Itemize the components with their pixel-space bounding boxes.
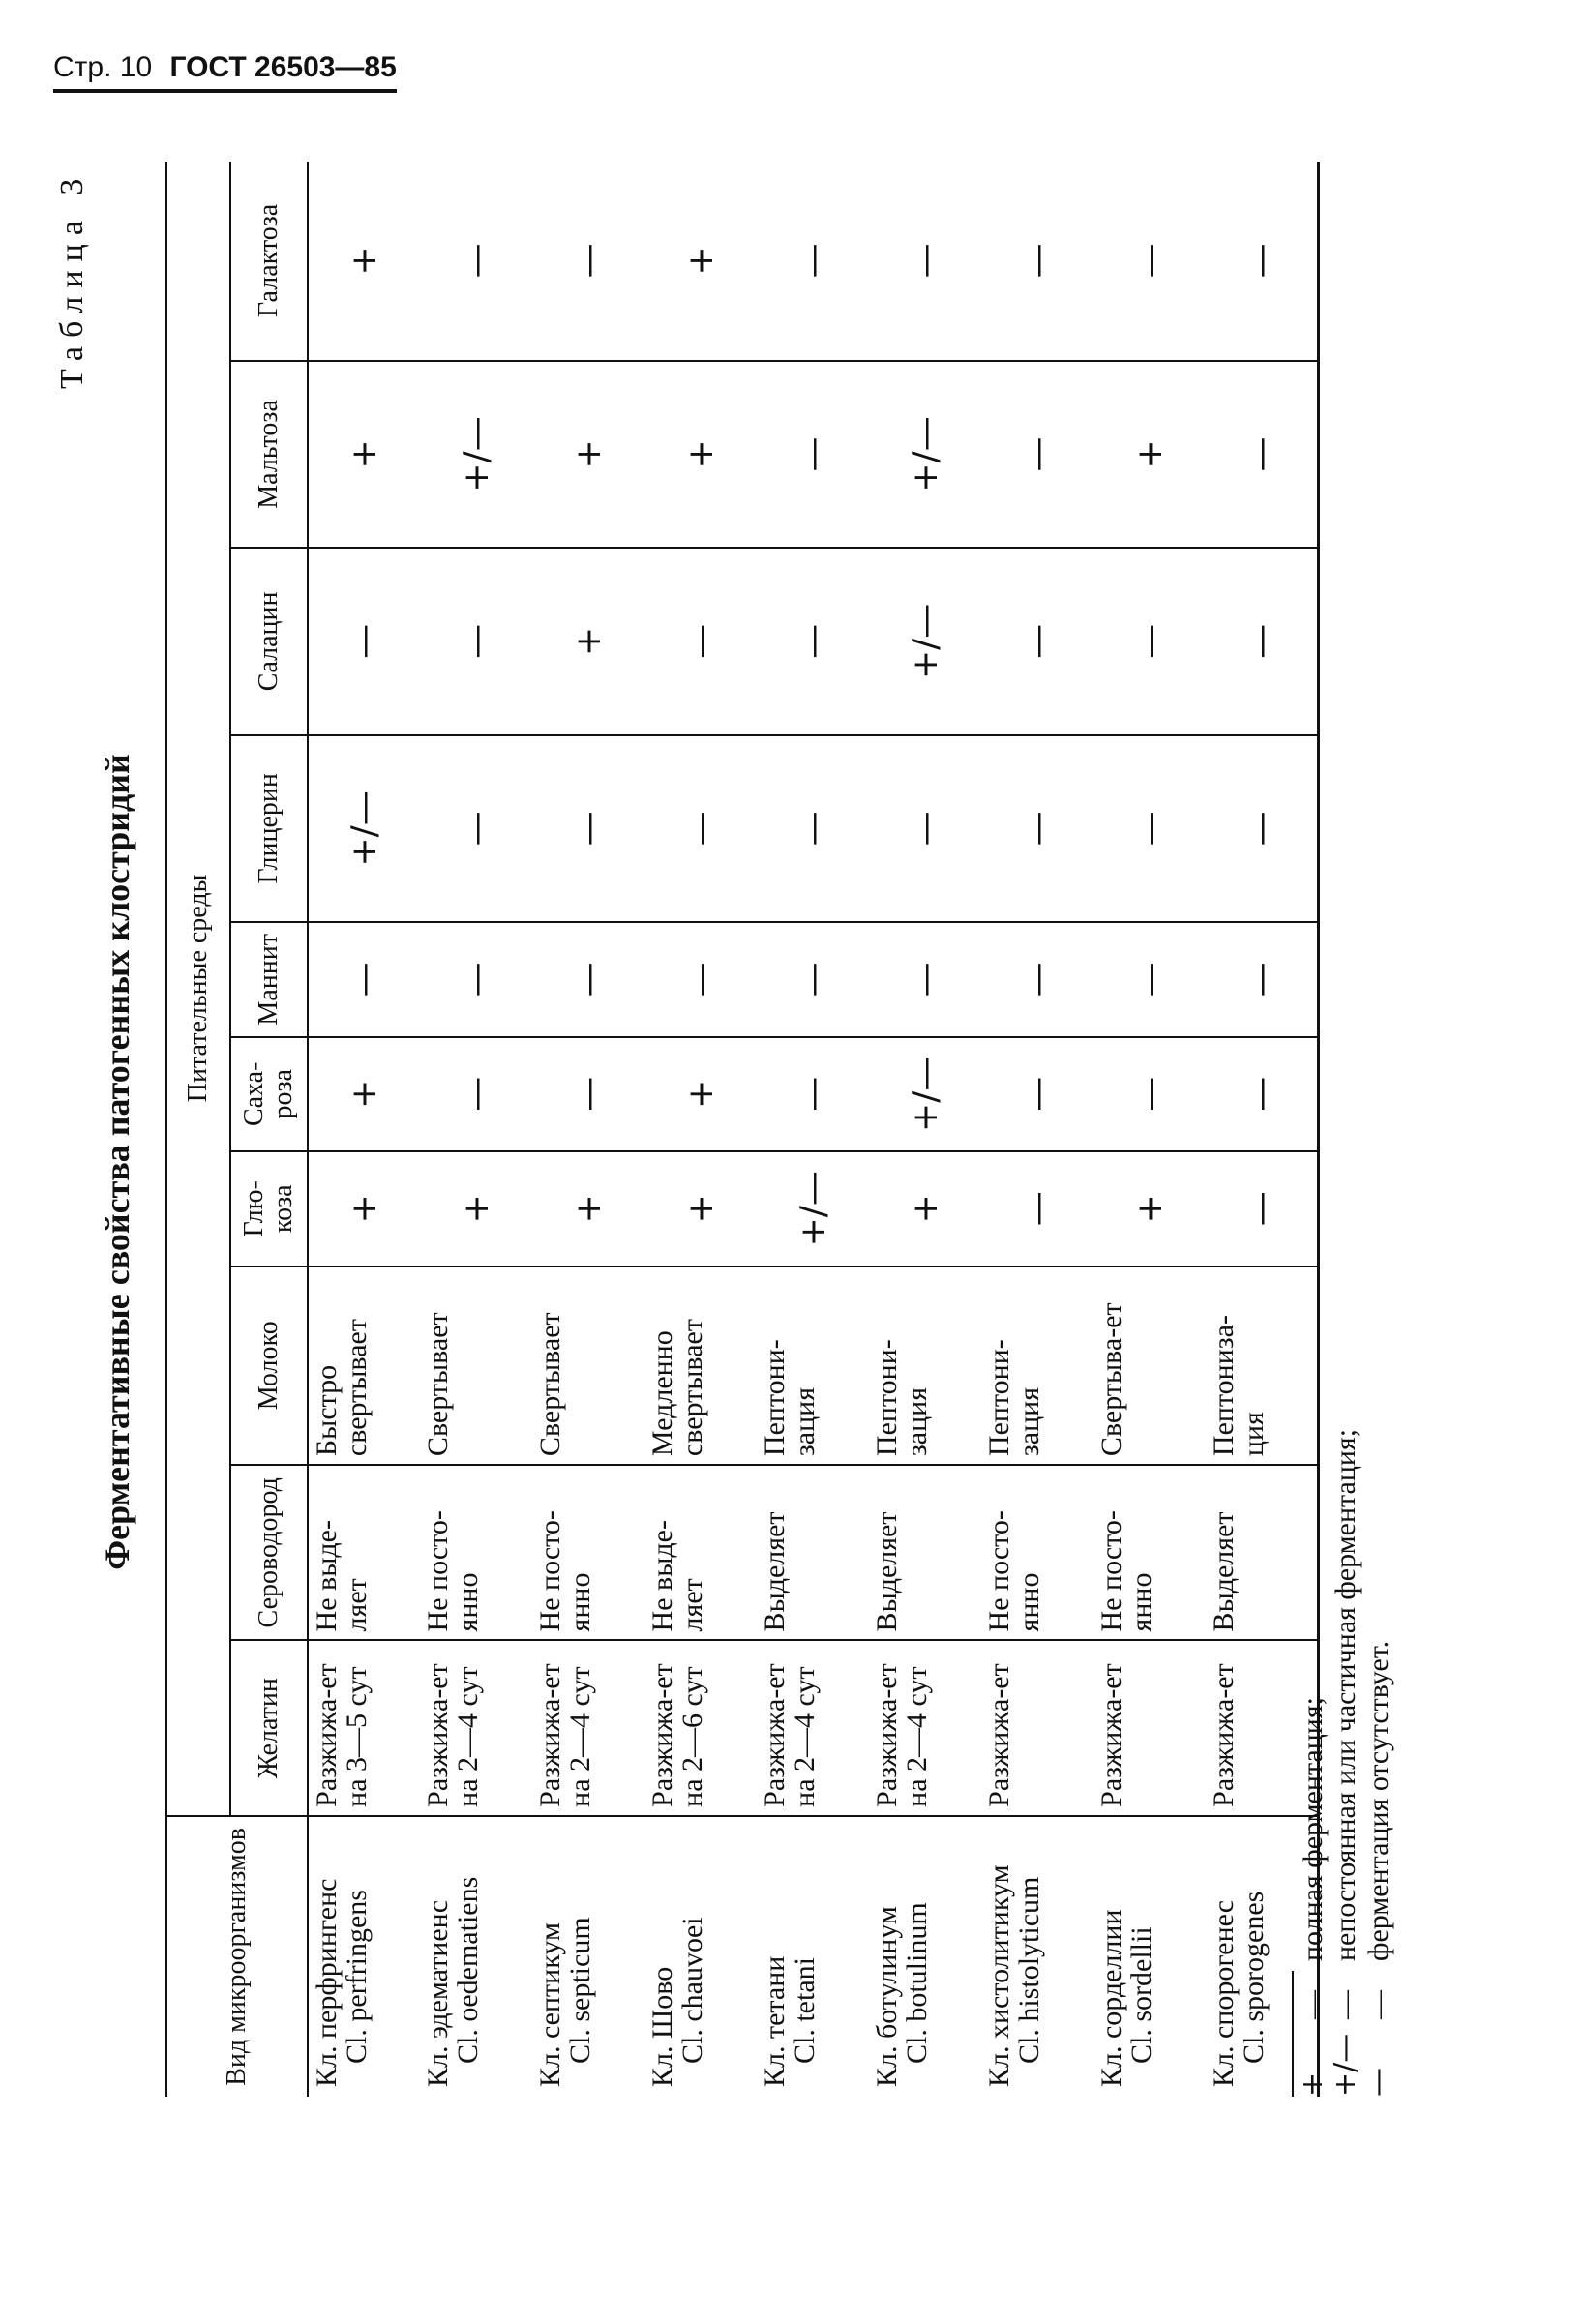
species-name-ru: Кл. сорделлии bbox=[1095, 1909, 1127, 2087]
glycerol-cell: +/— bbox=[308, 735, 420, 922]
h2s-cell: Выделяет bbox=[757, 1465, 869, 1640]
header-maltose: Мальтоза bbox=[230, 361, 308, 548]
maltose-cell: — bbox=[757, 361, 869, 548]
header-gelatin: Желатин bbox=[230, 1640, 308, 1815]
species-name-ru: Кл. перфрингенс bbox=[311, 1878, 343, 2087]
maltose-cell: + bbox=[644, 361, 757, 548]
species-name-ru: Кл. ботулинум bbox=[871, 1906, 903, 2087]
glycerol-cell: — bbox=[981, 735, 1093, 922]
galactose-cell: — bbox=[420, 162, 532, 361]
salicin-cell: — bbox=[981, 548, 1093, 734]
legend-text: ферментация отсутствует. bbox=[1362, 1640, 1394, 1961]
glycerol-cell: — bbox=[420, 735, 532, 922]
h2s-cell: Выделяет bbox=[1206, 1465, 1318, 1640]
glycerol-cell: — bbox=[644, 735, 757, 922]
gelatin-cell: Разжижа-ет на 2—4 сут bbox=[757, 1640, 869, 1815]
sucrose-cell: — bbox=[1206, 1037, 1318, 1151]
gelatin-cell: Разжижа-ет bbox=[1093, 1640, 1206, 1815]
header-h2s: Сероводород bbox=[230, 1465, 308, 1640]
gelatin-cell: Разжижа-ет bbox=[981, 1640, 1093, 1815]
maltose-cell: — bbox=[1206, 361, 1318, 548]
galactose-cell: — bbox=[869, 162, 981, 361]
legend-item bbox=[1330, 1419, 1362, 2097]
milk-cell: Пептони-зация bbox=[981, 1266, 1093, 1466]
table-row bbox=[420, 162, 532, 2097]
species-name-ru: Кл. тетани bbox=[759, 1955, 791, 2087]
legend-rule bbox=[1292, 1971, 1294, 2097]
table-row bbox=[644, 162, 757, 2097]
table-row bbox=[1093, 162, 1206, 2097]
h2s-cell: Не посто-янно bbox=[981, 1465, 1093, 1640]
species-name-ru: Кл. хистолитикум bbox=[983, 1864, 1015, 2087]
salicin-cell: +/— bbox=[869, 548, 981, 734]
table-row bbox=[869, 162, 981, 2097]
table-row bbox=[757, 162, 869, 2097]
gelatin-cell: Разжижа-ет на 3—5 сут bbox=[308, 1640, 420, 1815]
galactose-cell: — bbox=[981, 162, 1093, 361]
legend-dash: — bbox=[1297, 1990, 1329, 2019]
page-number: Стр. 10 bbox=[53, 51, 153, 83]
galactose-cell: + bbox=[308, 162, 420, 361]
legend-text: полная ферментация; bbox=[1297, 1697, 1329, 1961]
glucose-cell: + bbox=[308, 1151, 420, 1266]
maltose-cell: +/— bbox=[869, 361, 981, 548]
legend-item bbox=[1297, 1419, 1330, 2097]
mannitol-cell: — bbox=[757, 922, 869, 1036]
legend bbox=[1297, 1419, 1395, 2097]
salicin-cell: — bbox=[644, 548, 757, 734]
salicin-cell: — bbox=[308, 548, 420, 734]
mannitol-cell: — bbox=[644, 922, 757, 1036]
header-milk: Молоко bbox=[230, 1266, 308, 1466]
maltose-cell: + bbox=[308, 361, 420, 548]
glucose-cell: + bbox=[644, 1151, 757, 1266]
h2s-cell: Не посто-янно bbox=[532, 1465, 644, 1640]
sucrose-cell: — bbox=[532, 1037, 644, 1151]
mannitol-cell: — bbox=[420, 922, 532, 1036]
sucrose-cell: — bbox=[420, 1037, 532, 1151]
glycerol-cell: — bbox=[869, 735, 981, 922]
table-row bbox=[532, 162, 644, 2097]
gelatin-cell: Разжижа-ет на 2—4 сут bbox=[420, 1640, 532, 1815]
table-row bbox=[981, 162, 1093, 2097]
glycerol-cell: — bbox=[1093, 735, 1206, 922]
milk-cell: Пептониза-ция bbox=[1206, 1266, 1318, 1466]
species-name-latin: Cl. oedematiens bbox=[452, 1876, 484, 2064]
glucose-cell: — bbox=[1206, 1151, 1318, 1266]
legend-dash: — bbox=[1362, 1990, 1394, 2019]
species-cell bbox=[532, 1816, 644, 2097]
salicin-cell: — bbox=[1206, 548, 1318, 734]
species-name-latin: Cl. histolyticum bbox=[1013, 1876, 1045, 2064]
salicin-cell: + bbox=[532, 548, 644, 734]
glycerol-cell: — bbox=[532, 735, 644, 922]
table-caption: Ферментативные свойства патогенных клостридий bbox=[98, 754, 136, 1570]
header-galactose: Галактоза bbox=[230, 162, 308, 361]
sucrose-cell: — bbox=[981, 1037, 1093, 1151]
milk-cell: Свертыва-ет bbox=[1093, 1266, 1206, 1466]
sucrose-cell: + bbox=[644, 1037, 757, 1151]
legend-symbol: — bbox=[1362, 2068, 1395, 2097]
species-name-latin: Cl. sordellii bbox=[1125, 1926, 1157, 2064]
species-cell bbox=[420, 1816, 532, 2097]
milk-cell: Быстро свертывает bbox=[308, 1266, 420, 1466]
h2s-cell: Не посто-янно bbox=[420, 1465, 532, 1640]
glycerol-cell: — bbox=[1206, 735, 1318, 922]
galactose-cell: — bbox=[757, 162, 869, 361]
legend-text: непостоянная или частичная ферментация; bbox=[1330, 1428, 1362, 1961]
mannitol-cell: — bbox=[1206, 922, 1318, 1036]
glucose-cell: + bbox=[532, 1151, 644, 1266]
mannitol-cell: — bbox=[981, 922, 1093, 1036]
table-row bbox=[308, 162, 420, 2097]
header-mannitol: Маннит bbox=[230, 922, 308, 1036]
glycerol-cell: — bbox=[757, 735, 869, 922]
species-name-latin: Cl. chauvoei bbox=[676, 1917, 708, 2064]
standard-number: ГОСТ 26503—85 bbox=[169, 51, 397, 83]
glucose-cell: +/— bbox=[757, 1151, 869, 1266]
gelatin-cell: Разжижа-ет на 2—6 сут bbox=[644, 1640, 757, 1815]
milk-cell: Свертывает bbox=[420, 1266, 532, 1466]
glucose-cell: + bbox=[1093, 1151, 1206, 1266]
salicin-cell: — bbox=[420, 548, 532, 734]
h2s-cell: Не посто-янно bbox=[1093, 1465, 1206, 1640]
species-cell bbox=[1093, 1816, 1206, 2097]
h2s-cell: Не выде-ляет bbox=[308, 1465, 420, 1640]
species-name-latin: Cl. tetani bbox=[789, 1957, 821, 2064]
fermentation-table bbox=[165, 162, 1320, 2097]
glucose-cell: + bbox=[420, 1151, 532, 1266]
maltose-cell: +/— bbox=[420, 361, 532, 548]
legend-symbol: + bbox=[1296, 2071, 1330, 2097]
header-glucose: Глю-коза bbox=[230, 1151, 308, 1266]
species-name-latin: Cl. botulinum bbox=[901, 1902, 933, 2064]
species-cell bbox=[757, 1816, 869, 2097]
salicin-cell: — bbox=[757, 548, 869, 734]
legend-symbol: +/— bbox=[1329, 2033, 1362, 2097]
milk-cell: Свертывает bbox=[532, 1266, 644, 1466]
sucrose-cell: — bbox=[757, 1037, 869, 1151]
sucrose-cell: — bbox=[1093, 1037, 1206, 1151]
mannitol-cell: — bbox=[308, 922, 420, 1036]
header-salicin: Салацин bbox=[230, 548, 308, 734]
species-cell bbox=[308, 1816, 420, 2097]
sucrose-cell: + bbox=[308, 1037, 420, 1151]
mannitol-cell: — bbox=[869, 922, 981, 1036]
mannitol-cell: — bbox=[532, 922, 644, 1036]
gelatin-cell: Разжижа-ет bbox=[1206, 1640, 1318, 1815]
header-sucrose: Саха-роза bbox=[230, 1037, 308, 1151]
species-name-ru: Кл. спорогенес bbox=[1208, 1899, 1240, 2087]
table-body bbox=[308, 162, 1318, 2097]
maltose-cell: — bbox=[981, 361, 1093, 548]
galactose-cell: — bbox=[1093, 162, 1206, 361]
species-name-ru: Кл. септикум bbox=[534, 1922, 566, 2087]
maltose-cell: + bbox=[1093, 361, 1206, 548]
header-media-group: Питательные среды bbox=[166, 162, 231, 1816]
milk-cell: Пептони-зация bbox=[869, 1266, 981, 1466]
galactose-cell: + bbox=[644, 162, 757, 361]
species-cell bbox=[869, 1816, 981, 2097]
species-name-latin: Cl. septicum bbox=[564, 1917, 596, 2064]
species-name-latin: Cl. perfringens bbox=[341, 1890, 373, 2064]
species-name-ru: Кл. эдематиенс bbox=[422, 1899, 454, 2087]
legend-item bbox=[1362, 1419, 1395, 2097]
species-name-latin: Cl. sporogenes bbox=[1238, 1891, 1270, 2064]
glucose-cell: + bbox=[869, 1151, 981, 1266]
galactose-cell: — bbox=[1206, 162, 1318, 361]
milk-cell: Медленно свертывает bbox=[644, 1266, 757, 1466]
sucrose-cell: +/— bbox=[869, 1037, 981, 1151]
maltose-cell: + bbox=[532, 361, 644, 548]
milk-cell: Пептони-зация bbox=[757, 1266, 869, 1466]
species-cell bbox=[981, 1816, 1093, 2097]
salicin-cell: — bbox=[1093, 548, 1206, 734]
header-glycerol: Глицерин bbox=[230, 735, 308, 922]
header-species: Вид микроорганизмов bbox=[166, 1816, 309, 2097]
table-label: Таблица 3 bbox=[54, 169, 90, 389]
species-name-ru: Кл. Шово bbox=[646, 1966, 678, 2087]
h2s-cell: Не выде-ляет bbox=[644, 1465, 757, 1640]
gelatin-cell: Разжижа-ет на 2—4 сут bbox=[532, 1640, 644, 1815]
legend-dash: — bbox=[1330, 1990, 1362, 2019]
h2s-cell: Выделяет bbox=[869, 1465, 981, 1640]
galactose-cell: — bbox=[532, 162, 644, 361]
mannitol-cell: — bbox=[1093, 922, 1206, 1036]
glucose-cell: — bbox=[981, 1151, 1093, 1266]
species-cell bbox=[644, 1816, 757, 2097]
gelatin-cell: Разжижа-ет на 2—4 сут bbox=[869, 1640, 981, 1815]
